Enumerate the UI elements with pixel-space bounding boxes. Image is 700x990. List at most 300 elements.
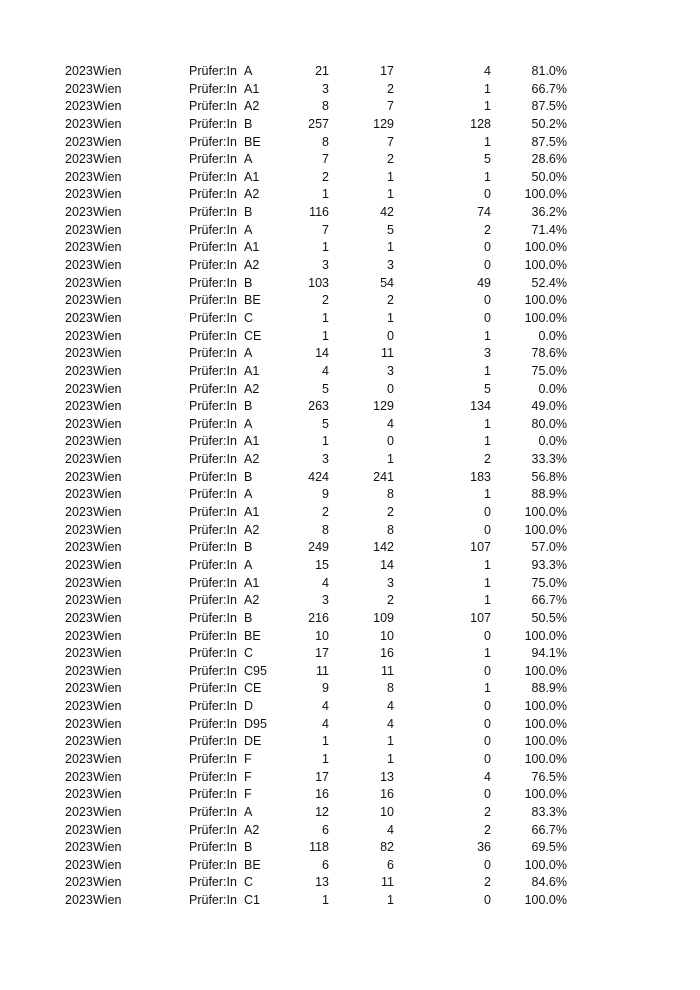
year-cell: 2023: [65, 540, 93, 555]
year-cell: 2023: [65, 469, 93, 484]
table-row: [0, 874, 700, 892]
examiner-cell: Prüfer:In: [189, 804, 237, 819]
year-cell: 2023: [65, 310, 93, 325]
table-row: [0, 469, 700, 487]
license-class-cell: C1: [244, 893, 260, 908]
year-cell: 2023: [65, 575, 93, 590]
license-class-cell: B: [244, 116, 253, 131]
examiner-cell: Prüfer:In: [189, 310, 237, 325]
examiner-cell: Prüfer:In: [189, 452, 237, 467]
table-row: [0, 769, 700, 787]
examiner-cell: Prüfer:In: [189, 240, 237, 255]
pass-rate-cell: 50.2%: [531, 116, 567, 131]
total-count-cell: 424: [308, 469, 329, 484]
passed-count-cell: 54: [380, 275, 394, 290]
city-cell: Wien: [93, 258, 122, 273]
city-cell: Wien: [93, 787, 122, 802]
pass-rate-cell: 36.2%: [531, 205, 567, 220]
year-cell: 2023: [65, 434, 93, 449]
year-cell: 2023: [65, 116, 93, 131]
license-class-cell: B: [244, 399, 253, 414]
passed-count-cell: 129: [373, 399, 394, 414]
table-row: [0, 610, 700, 628]
passed-count-cell: 0: [387, 328, 394, 343]
failed-count-cell: 0: [484, 293, 491, 308]
passed-count-cell: 109: [373, 610, 394, 625]
license-class-cell: C95: [244, 663, 267, 678]
pass-rate-cell: 94.1%: [531, 646, 567, 661]
pass-rate-cell: 100.0%: [524, 187, 567, 202]
passed-count-cell: 1: [387, 169, 394, 184]
year-cell: 2023: [65, 522, 93, 537]
year-cell: 2023: [65, 681, 93, 696]
year-cell: 2023: [65, 646, 93, 661]
failed-count-cell: 1: [484, 169, 491, 184]
city-cell: Wien: [93, 610, 122, 625]
failed-count-cell: 1: [484, 681, 491, 696]
passed-count-cell: 8: [387, 681, 394, 696]
table-row: [0, 451, 700, 469]
pass-rate-cell: 33.3%: [531, 452, 567, 467]
city-cell: Wien: [93, 734, 122, 749]
table-row: [0, 204, 700, 222]
examiner-cell: Prüfer:In: [189, 716, 237, 731]
examiner-cell: Prüfer:In: [189, 258, 237, 273]
total-count-cell: 103: [308, 275, 329, 290]
total-count-cell: 6: [322, 857, 329, 872]
examiner-cell: Prüfer:In: [189, 787, 237, 802]
city-cell: Wien: [93, 416, 122, 431]
failed-count-cell: 128: [470, 116, 491, 131]
total-count-cell: 17: [315, 769, 329, 784]
license-class-cell: BE: [244, 134, 261, 149]
total-count-cell: 10: [315, 628, 329, 643]
examiner-cell: Prüfer:In: [189, 116, 237, 131]
examiner-cell: Prüfer:In: [189, 169, 237, 184]
license-class-cell: B: [244, 610, 253, 625]
examiner-cell: Prüfer:In: [189, 64, 237, 78]
examiner-cell: Prüfer:In: [189, 205, 237, 220]
examiner-cell: Prüfer:In: [189, 434, 237, 449]
total-count-cell: 3: [322, 81, 329, 96]
total-count-cell: 249: [308, 540, 329, 555]
city-cell: Wien: [93, 169, 122, 184]
pass-rate-cell: 50.5%: [531, 610, 567, 625]
year-cell: 2023: [65, 699, 93, 714]
passed-count-cell: 8: [387, 522, 394, 537]
year-cell: 2023: [65, 610, 93, 625]
year-cell: 2023: [65, 169, 93, 184]
passed-count-cell: 7: [387, 134, 394, 149]
table-row: [0, 822, 700, 840]
failed-count-cell: 49: [477, 275, 491, 290]
total-count-cell: 8: [322, 99, 329, 114]
year-cell: 2023: [65, 346, 93, 361]
city-cell: Wien: [93, 328, 122, 343]
city-cell: Wien: [93, 804, 122, 819]
examiner-cell: Prüfer:In: [189, 469, 237, 484]
pass-rate-cell: 52.4%: [531, 275, 567, 290]
city-cell: Wien: [93, 434, 122, 449]
year-cell: 2023: [65, 399, 93, 414]
license-class-cell: A1: [244, 81, 260, 96]
city-cell: Wien: [93, 540, 122, 555]
year-cell: 2023: [65, 416, 93, 431]
pass-rate-cell: 71.4%: [531, 222, 567, 237]
city-cell: Wien: [93, 240, 122, 255]
failed-count-cell: 4: [484, 64, 491, 78]
table-row: [0, 733, 700, 751]
total-count-cell: 5: [322, 381, 329, 396]
table-row: [0, 433, 700, 451]
table-row: [0, 628, 700, 646]
total-count-cell: 11: [316, 663, 329, 678]
total-count-cell: 1: [322, 187, 329, 202]
failed-count-cell: 2: [484, 452, 491, 467]
city-cell: Wien: [93, 116, 122, 131]
total-count-cell: 7: [322, 222, 329, 237]
examiner-cell: Prüfer:In: [189, 769, 237, 784]
license-class-cell: A: [244, 152, 253, 167]
license-class-cell: F: [244, 787, 252, 802]
year-cell: 2023: [65, 505, 93, 520]
passed-count-cell: 4: [387, 699, 394, 714]
year-cell: 2023: [65, 857, 93, 872]
passed-count-cell: 1: [387, 893, 394, 908]
total-count-cell: 8: [322, 134, 329, 149]
failed-count-cell: 0: [484, 893, 491, 908]
year-cell: 2023: [65, 240, 93, 255]
table-row: [0, 575, 700, 593]
table-row: [0, 698, 700, 716]
pass-rate-cell: 80.0%: [531, 416, 567, 431]
table-row: [0, 504, 700, 522]
failed-count-cell: 1: [484, 416, 491, 431]
examiner-cell: Prüfer:In: [189, 399, 237, 414]
examiner-cell: Prüfer:In: [189, 187, 237, 202]
year-cell: 2023: [65, 64, 93, 78]
passed-count-cell: 5: [387, 222, 394, 237]
failed-count-cell: 1: [484, 134, 491, 149]
city-cell: Wien: [93, 487, 122, 502]
pass-rate-cell: 66.7%: [531, 822, 567, 837]
table-row: [0, 63, 700, 81]
passed-count-cell: 4: [387, 822, 394, 837]
table-row: [0, 257, 700, 275]
pass-rate-cell: 56.8%: [531, 469, 567, 484]
passed-count-cell: 2: [387, 152, 394, 167]
city-cell: Wien: [93, 381, 122, 396]
city-cell: Wien: [93, 557, 122, 572]
total-count-cell: 1: [322, 434, 329, 449]
passed-count-cell: 1: [387, 240, 394, 255]
examiner-cell: Prüfer:In: [189, 505, 237, 520]
total-count-cell: 9: [322, 487, 329, 502]
license-class-cell: CE: [244, 681, 262, 696]
failed-count-cell: 0: [484, 258, 491, 273]
pass-rate-cell: 100.0%: [524, 857, 567, 872]
license-class-cell: A2: [244, 822, 260, 837]
passed-count-cell: 11: [381, 663, 394, 678]
pass-rate-cell: 100.0%: [524, 258, 567, 273]
passed-count-cell: 3: [387, 363, 394, 378]
pass-rate-cell: 0.0%: [538, 328, 567, 343]
city-cell: Wien: [93, 293, 122, 308]
city-cell: Wien: [93, 205, 122, 220]
table-row: [0, 310, 700, 328]
table-row: [0, 486, 700, 504]
table-row: [0, 592, 700, 610]
year-cell: 2023: [65, 258, 93, 273]
license-class-cell: B: [244, 469, 253, 484]
city-cell: Wien: [93, 152, 122, 167]
total-count-cell: 3: [322, 452, 329, 467]
table-row: [0, 169, 700, 187]
license-class-cell: BE: [244, 628, 261, 643]
year-cell: 2023: [65, 628, 93, 643]
city-cell: Wien: [93, 646, 122, 661]
city-cell: Wien: [93, 469, 122, 484]
examiner-cell: Prüfer:In: [189, 275, 237, 290]
failed-count-cell: 2: [484, 875, 491, 890]
passed-count-cell: 0: [387, 434, 394, 449]
city-cell: Wien: [93, 275, 122, 290]
passed-count-cell: 2: [387, 293, 394, 308]
table-row: [0, 645, 700, 663]
table-row: [0, 328, 700, 346]
year-cell: 2023: [65, 328, 93, 343]
total-count-cell: 1: [322, 328, 329, 343]
license-class-cell: A: [244, 222, 253, 237]
failed-count-cell: 1: [484, 363, 491, 378]
license-class-cell: DE: [244, 734, 262, 749]
pass-rate-cell: 75.0%: [531, 363, 567, 378]
year-cell: 2023: [65, 81, 93, 96]
failed-count-cell: 1: [484, 99, 491, 114]
pass-rate-cell: 87.5%: [531, 134, 567, 149]
pass-rate-cell: 100.0%: [524, 751, 567, 766]
total-count-cell: 12: [315, 804, 329, 819]
table-row: [0, 751, 700, 769]
year-cell: 2023: [65, 275, 93, 290]
table-row: [0, 716, 700, 734]
table-row: [0, 81, 700, 99]
pass-rate-cell: 100.0%: [524, 734, 567, 749]
year-cell: 2023: [65, 293, 93, 308]
passed-count-cell: 0: [387, 381, 394, 396]
total-count-cell: 216: [308, 610, 329, 625]
license-class-cell: C: [244, 310, 254, 325]
year-cell: 2023: [65, 663, 93, 678]
license-class-cell: A2: [244, 593, 260, 608]
license-class-cell: A2: [244, 99, 260, 114]
year-cell: 2023: [65, 381, 93, 396]
examiner-cell: Prüfer:In: [189, 663, 237, 678]
license-class-cell: A1: [244, 169, 260, 184]
examiner-cell: Prüfer:In: [189, 540, 237, 555]
passed-count-cell: 129: [373, 116, 394, 131]
license-class-cell: F: [244, 769, 252, 784]
city-cell: Wien: [93, 769, 122, 784]
examiner-cell: Prüfer:In: [189, 222, 237, 237]
license-class-cell: A1: [244, 240, 260, 255]
failed-count-cell: 107: [470, 540, 491, 555]
examiner-cell: Prüfer:In: [189, 381, 237, 396]
failed-count-cell: 1: [484, 593, 491, 608]
pass-rate-cell: 100.0%: [524, 663, 567, 678]
license-class-cell: D95: [244, 716, 267, 731]
passed-count-cell: 4: [387, 416, 394, 431]
failed-count-cell: 74: [477, 205, 491, 220]
license-class-cell: A2: [244, 187, 260, 202]
total-count-cell: 2: [322, 169, 329, 184]
examiner-cell: Prüfer:In: [189, 487, 237, 502]
city-cell: Wien: [93, 628, 122, 643]
examiner-cell: Prüfer:In: [189, 628, 237, 643]
total-count-cell: 3: [322, 593, 329, 608]
failed-count-cell: 0: [484, 699, 491, 714]
total-count-cell: 1: [322, 734, 329, 749]
year-cell: 2023: [65, 205, 93, 220]
failed-count-cell: 1: [484, 328, 491, 343]
pass-rate-cell: 87.5%: [531, 99, 567, 114]
passed-count-cell: 1: [387, 452, 394, 467]
examiner-cell: Prüfer:In: [189, 416, 237, 431]
table-row: [0, 381, 700, 399]
pass-rate-cell: 81.0%: [531, 64, 567, 78]
city-cell: Wien: [93, 593, 122, 608]
examiner-cell: Prüfer:In: [189, 857, 237, 872]
pass-rate-cell: 93.3%: [531, 557, 567, 572]
license-class-cell: B: [244, 840, 253, 855]
passed-count-cell: 10: [380, 628, 394, 643]
total-count-cell: 118: [309, 840, 329, 855]
license-class-cell: A1: [244, 363, 260, 378]
total-count-cell: 2: [322, 293, 329, 308]
total-count-cell: 4: [322, 575, 329, 590]
pass-rate-cell: 0.0%: [538, 381, 567, 396]
city-cell: Wien: [93, 452, 122, 467]
passed-count-cell: 3: [387, 575, 394, 590]
total-count-cell: 4: [322, 363, 329, 378]
data-table: [0, 63, 700, 910]
failed-count-cell: 0: [484, 663, 491, 678]
total-count-cell: 1: [322, 893, 329, 908]
city-cell: Wien: [93, 840, 122, 855]
total-count-cell: 3: [322, 258, 329, 273]
total-count-cell: 116: [309, 205, 329, 220]
pass-rate-cell: 100.0%: [524, 893, 567, 908]
city-cell: Wien: [93, 310, 122, 325]
passed-count-cell: 11: [381, 346, 394, 361]
failed-count-cell: 107: [470, 610, 491, 625]
license-class-cell: A1: [244, 575, 260, 590]
license-class-cell: B: [244, 540, 253, 555]
city-cell: Wien: [93, 822, 122, 837]
city-cell: Wien: [93, 699, 122, 714]
table-row: [0, 416, 700, 434]
examiner-cell: Prüfer:In: [189, 557, 237, 572]
failed-count-cell: 0: [484, 716, 491, 731]
city-cell: Wien: [93, 222, 122, 237]
pass-rate-cell: 88.9%: [531, 681, 567, 696]
examiner-cell: Prüfer:In: [189, 610, 237, 625]
city-cell: Wien: [93, 81, 122, 96]
license-class-cell: D: [244, 699, 254, 714]
table-row: [0, 804, 700, 822]
city-cell: Wien: [93, 522, 122, 537]
examiner-cell: Prüfer:In: [189, 293, 237, 308]
year-cell: 2023: [65, 152, 93, 167]
table-row: [0, 345, 700, 363]
examiner-cell: Prüfer:In: [189, 734, 237, 749]
year-cell: 2023: [65, 804, 93, 819]
pass-rate-cell: 84.6%: [531, 875, 567, 890]
total-count-cell: 263: [308, 399, 329, 414]
passed-count-cell: 2: [387, 81, 394, 96]
year-cell: 2023: [65, 716, 93, 731]
year-cell: 2023: [65, 751, 93, 766]
total-count-cell: 1: [322, 240, 329, 255]
examiner-cell: Prüfer:In: [189, 875, 237, 890]
total-count-cell: 21: [315, 64, 329, 78]
pass-rate-cell: 100.0%: [524, 787, 567, 802]
total-count-cell: 6: [322, 822, 329, 837]
examiner-cell: Prüfer:In: [189, 81, 237, 96]
pass-rate-cell: 66.7%: [531, 81, 567, 96]
license-class-cell: CE: [244, 328, 262, 343]
license-class-cell: A1: [244, 505, 260, 520]
passed-count-cell: 14: [380, 557, 394, 572]
year-cell: 2023: [65, 222, 93, 237]
passed-count-cell: 2: [387, 593, 394, 608]
license-class-cell: A: [244, 346, 253, 361]
failed-count-cell: 3: [484, 346, 491, 361]
pass-rate-cell: 66.7%: [531, 593, 567, 608]
city-cell: Wien: [93, 716, 122, 731]
passed-count-cell: 7: [387, 99, 394, 114]
pass-rate-cell: 50.0%: [531, 169, 567, 184]
examiner-cell: Prüfer:In: [189, 575, 237, 590]
table-row: [0, 363, 700, 381]
city-cell: Wien: [93, 99, 122, 114]
passed-count-cell: 17: [380, 64, 394, 78]
passed-count-cell: 142: [373, 540, 394, 555]
failed-count-cell: 0: [484, 734, 491, 749]
failed-count-cell: 1: [484, 575, 491, 590]
failed-count-cell: 0: [484, 240, 491, 255]
passed-count-cell: 1: [387, 187, 394, 202]
examiner-cell: Prüfer:In: [189, 363, 237, 378]
examiner-cell: Prüfer:In: [189, 699, 237, 714]
license-class-cell: A: [244, 557, 253, 572]
total-count-cell: 7: [322, 152, 329, 167]
pass-rate-cell: 75.0%: [531, 575, 567, 590]
passed-count-cell: 11: [381, 875, 394, 890]
total-count-cell: 1: [322, 751, 329, 766]
city-cell: Wien: [93, 363, 122, 378]
failed-count-cell: 134: [470, 399, 491, 414]
table-row: [0, 522, 700, 540]
pass-rate-cell: 57.0%: [531, 540, 567, 555]
city-cell: Wien: [93, 875, 122, 890]
table-row: [0, 275, 700, 293]
failed-count-cell: 0: [484, 310, 491, 325]
city-cell: Wien: [93, 505, 122, 520]
license-class-cell: C: [244, 646, 254, 661]
passed-count-cell: 16: [380, 646, 394, 661]
total-count-cell: 14: [315, 346, 329, 361]
